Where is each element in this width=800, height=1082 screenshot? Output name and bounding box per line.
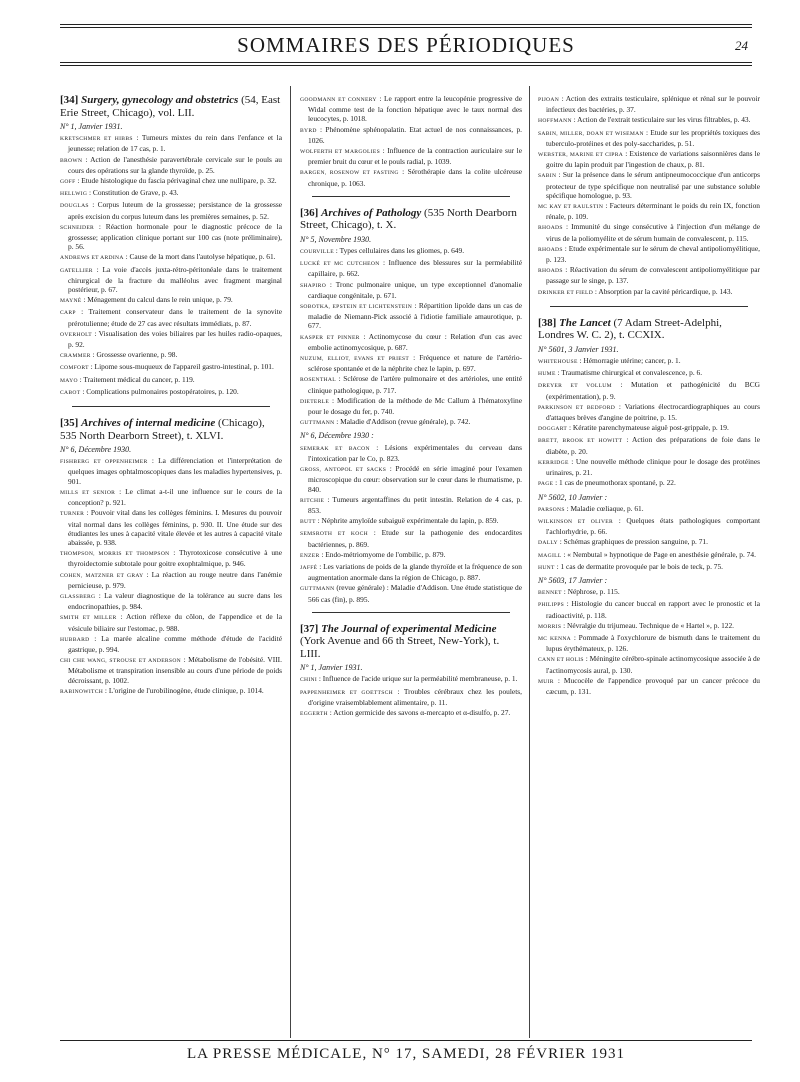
- article-title: : Complications pulmonaires postopératoires, p. 120.: [80, 386, 239, 396]
- article-title: : Réaction hormonale pour le diagnostic précoce de la grossesse; application clinique portant sur 100 cas (note préliminaire), p. 56.: [68, 221, 282, 252]
- article-entry: [300, 495, 522, 515]
- article-title: : Action de l'anesthésie paravertébrale cervicale sur le pouls au cours des opérations sur la glande thyroïde, p. 25.: [68, 154, 282, 175]
- article-title: : Etude expérimentale sur le sérum de cheval antipoliomyélitique, p. 123.: [546, 243, 760, 265]
- section-divider: [72, 406, 270, 407]
- article-entry: [538, 478, 760, 489]
- article-title: : Kératite parenchymateuse aiguë post-grippale, p. 19.: [567, 423, 729, 433]
- article-authors: KERRIDGE: [538, 459, 569, 466]
- article-entry: [538, 170, 760, 200]
- article-entry: [60, 188, 282, 199]
- article-title: : Action des préparations de foie dans le diabète, p. 20.: [546, 435, 760, 456]
- article-title: : Une nouvelle méthode clinique pour le dosage des protéines urinaires, p. 21.: [546, 456, 760, 478]
- article-entry: [538, 587, 760, 598]
- article-authors: SOBOTKA, EPSTEIN ET LICHTENSTEIN: [300, 304, 413, 311]
- article-title: : 1 cas de pneumothorax spontané, p. 22.: [553, 478, 676, 488]
- article-title: : Quelques états pathologiques comportant l'achlorhydrie, p. 66.: [546, 515, 760, 537]
- article-title: : Troubles cérébraux chez les poulets, d'origine vraisemblablement alimentaire, p. 11.: [308, 686, 522, 707]
- article-title: : Procédé en série imaginé pour l'examen microscopique du cœur: observation sur le cœur dans le rhumatisme, p. 840.: [308, 464, 523, 494]
- article-title: : Ménagement du calcul dans le rein unique, p. 79.: [81, 295, 233, 305]
- article-entry: [60, 570, 282, 590]
- article-authors: PHILIPPS: [538, 602, 565, 609]
- article-authors: BARGEN, ROSENOW ET FASTING: [300, 170, 399, 177]
- journal-section: [300, 94, 522, 188]
- issue-label: N° 5603, 17 Janvier :: [538, 575, 608, 585]
- issue-label: N° 1, Janvier 1931.: [60, 122, 123, 131]
- article-authors: SEMERAK ET BACON: [300, 445, 370, 452]
- article-entry: [60, 508, 282, 547]
- journal-name: Archives of Pathology: [321, 206, 422, 219]
- journal-details: (York Avenue and 66 th Street, New-York), t. LIII.: [300, 635, 500, 660]
- article-entry: [300, 516, 522, 527]
- article-title: : Actinomycose du cœur : Relation d'un cas avec embolie actinomycosique, p. 687.: [308, 331, 522, 352]
- article-authors: COHEN, MATZNER ET GRAY: [60, 572, 144, 579]
- article-entry: [60, 591, 282, 611]
- article-authors: RHOADS: [538, 268, 563, 275]
- article-title: : Hémorragie utérine; cancer, p. 1.: [577, 356, 681, 366]
- journal-section: [300, 207, 522, 604]
- article-authors: BENNET: [538, 590, 562, 597]
- article-title: : Tronc pulmonaire unique, un type exceptionnel d'anomalie cardiaque congénitale, p. 671.: [308, 279, 522, 300]
- article-authors: MC KENNA: [538, 635, 572, 642]
- article-entry: [300, 167, 522, 187]
- article-authors: SCHNEIDER: [60, 224, 95, 231]
- article-entry: [300, 246, 522, 257]
- article-authors: GUTTMANN: [300, 420, 335, 427]
- article-entry: [538, 504, 760, 515]
- article-authors: CANN ET HOLIS: [538, 657, 584, 664]
- header-bottom-rule: [60, 62, 752, 63]
- article-entry: [538, 244, 760, 264]
- article-entry: [300, 353, 522, 373]
- article-title: : Traitement conservateur dans le traitement de la synovite prérotulienne; étude de 27 cas avec résultats immédiats, p. 87.: [68, 307, 282, 328]
- journal-name: The Lancet: [559, 316, 611, 329]
- article-title: : 1 cas de dermatite provoquée par le bois de teck, p. 75.: [554, 561, 724, 571]
- article-entry: [538, 423, 760, 434]
- article-title: : Action germicide des savons α-mercapto et α-disulfo, p. 27.: [327, 708, 511, 718]
- article-title: : Variations électrocardiographiques au cours d'attaques brèves d'angine de poitrine, p. 15.: [546, 401, 761, 423]
- article-authors: PAGE: [538, 481, 554, 488]
- article-entry: [300, 583, 522, 603]
- article-entry: [60, 612, 282, 632]
- article-authors: RHOADS: [538, 225, 563, 232]
- article-title: : Existence de variations saisonnières dans le goitre du lapin produit par l'ingestion de chaux, p. 81.: [546, 149, 761, 170]
- article-authors: CRAMMER: [60, 353, 91, 360]
- article-authors: GUTTMANN: [300, 586, 335, 593]
- article-authors: ENZER: [300, 552, 320, 559]
- article-authors: LUCKÉ ET MC CUTCHEON: [300, 261, 380, 268]
- journal-number: [35]: [60, 417, 79, 430]
- article-title: : Histologie du cancer buccal en rapport avec le pronostic et la radioactivité, p. 118.: [546, 599, 760, 620]
- article-title: : Névralgie du trijumeau. Technique de « Hartel », p. 122.: [561, 620, 735, 630]
- article-authors: DIETERLE: [300, 398, 330, 405]
- article-authors: MILLS ET SENIOR: [60, 489, 116, 496]
- journal-number: [36]: [300, 206, 319, 219]
- article-entry: [538, 128, 760, 148]
- article-authors: TURNER: [60, 511, 85, 518]
- article-authors: PARKINSON ET BEDFORD: [538, 404, 616, 411]
- article-authors: GLASSBERG: [60, 593, 96, 600]
- article-authors: CARP: [60, 310, 76, 317]
- journal-heading: [300, 207, 522, 232]
- article-authors: WOLFERTH ET MARGOLIES: [300, 149, 381, 156]
- footer-rule: [60, 1040, 752, 1041]
- section-divider: [550, 306, 748, 307]
- article-authors: MAGILL: [538, 552, 562, 559]
- issue-label: N° 1, Janvier 1931.: [300, 663, 363, 673]
- journal-number: [34]: [60, 94, 79, 106]
- journal-details: (54, East Erie Street, Chicago), vol. LII.: [60, 94, 281, 119]
- article-title: : Constitution de Grave, p. 43.: [87, 188, 179, 198]
- article-entry: [538, 676, 760, 696]
- article-authors: BUTT: [300, 519, 316, 526]
- article-authors: RITCHIE: [300, 497, 325, 504]
- article-entry: [60, 350, 282, 361]
- article-entry: [60, 265, 282, 295]
- article-title: : Immunité du singe consécutive à l'injection d'un mélange de virus de la poliomyélite et de sérum humain de convalescent, p. 115.: [546, 222, 760, 243]
- issue-label: N° 6, Décembre 1930.: [60, 445, 132, 455]
- article-authors: DOGGART: [538, 426, 568, 433]
- footer-text: LA PRESSE MÉDICALE, N° 17, SAMEDI, 28 FÉVRIER 1931: [186, 1046, 626, 1062]
- article-entry: [300, 528, 522, 548]
- article-authors: ROSENTHAL: [300, 377, 336, 384]
- header-bottom-rule-double: [60, 65, 752, 66]
- article-title: : Absorption par la cavité péricardique, p. 143.: [593, 286, 733, 296]
- article-entry: [60, 375, 282, 386]
- article-title: : La réaction au rouge neutre dans l'anémie pernicieuse, p. 979.: [68, 569, 282, 590]
- journal-name: Archives of internal medicine: [81, 417, 216, 430]
- article-authors: BROWN: [60, 157, 83, 164]
- article-title: : Néphrite amyloïde subaiguë expérimentale du lapin, p. 859.: [315, 516, 499, 526]
- article-authors: WILKINSON ET OLIVER: [538, 518, 614, 525]
- journal-heading: [60, 94, 282, 119]
- journal-heading: [60, 417, 282, 442]
- article-title: : Action réflexe du côlon, de l'appendice et de la vésicule biliaire sur l'estomac, p. 988.: [68, 612, 282, 633]
- article-entry: [60, 686, 282, 697]
- article-authors: MC KAY ET RAULSTIN: [538, 204, 604, 211]
- article-entry: [538, 265, 760, 285]
- article-entry: [60, 655, 282, 685]
- article-title: : Action des extraits testiculaire, splénique et rénal sur le pouvoir infectieux des bactéries, p. 37.: [546, 94, 760, 115]
- journal-details: (Chicago), 535 North Dearborn Street), t. XLVI.: [60, 417, 265, 442]
- article-title: : Méningite cérébro-spinale actinomycosique associée à de l'actinomycosis aural, p. 130.: [546, 654, 761, 675]
- article-title: : Le climat a-t-il une influence sur le cours de la conception? p. 921.: [68, 486, 282, 508]
- column-3: [538, 86, 760, 702]
- article-authors: DREYER ET VOLLUM: [538, 383, 612, 390]
- article-entry: [300, 708, 522, 719]
- article-entry: [538, 633, 760, 653]
- article-authors: OVERHOLT: [60, 331, 93, 338]
- article-entry: [300, 146, 522, 166]
- journal-section: [300, 623, 522, 720]
- article-authors: GATELLIER: [60, 267, 93, 274]
- article-authors: CHINI: [300, 677, 318, 684]
- article-title: : Mucocèle de l'appendice provoqué par un cancer précoce du cæcum, p. 131.: [546, 675, 760, 696]
- journal-heading: [538, 317, 760, 342]
- journal-section: [538, 317, 760, 696]
- issue-label: N° 5601, 3 Janvier 1931.: [538, 344, 619, 354]
- article-authors: HUNT: [538, 564, 555, 571]
- article-entry: [538, 435, 760, 455]
- article-entry: [538, 368, 760, 379]
- article-title: : Maladie d'Addison (revue générale), p. 742.: [334, 417, 471, 427]
- article-entry: [538, 222, 760, 242]
- article-title: : Métabolisme de l'obésité. VIII. Métabolisme et transpiration insensible au cours d'une période de poids décroissant, p. 1002.: [68, 655, 282, 685]
- journal-section: [60, 417, 282, 697]
- article-authors: FISHBERG ET OPPENHEIMER: [60, 459, 148, 466]
- article-authors: KASPER ET PINNER: [300, 334, 360, 341]
- article-title: : La différenciation et l'interprétation de quelques images ophtalmoscopiques dans les maladies hypertensives, p. 901.: [68, 456, 282, 486]
- article-authors: MORRIS: [538, 623, 562, 630]
- article-authors: BRETT, BROOK ET HOWITT: [538, 438, 623, 445]
- article-authors: GROSS, ANTOPOL ET SACKS: [300, 467, 387, 474]
- journal-name: Surgery, gynecology and obstetrics: [81, 94, 239, 106]
- article-title: : Pouvoir vital dans les collèges féminins. I. Mesures du pouvoir vital normal dans les collèges féminins, p. 930. II. Une étude sur des étudiantes les unes à capacité vitale élevée et les autres à capacité vitale abaissée, p. 938.: [68, 508, 282, 547]
- article-authors: THOMPSON, MORRIS ET THOMPSON: [60, 551, 170, 558]
- article-title: : La marée alcaline comme méthode d'étude de l'acidité gastrique, p. 994.: [68, 633, 282, 654]
- article-authors: CABOT: [60, 389, 81, 396]
- article-entry: [538, 562, 760, 573]
- article-title: : Schémas graphiques de pression sanguine, p. 71.: [557, 537, 708, 547]
- article-authors: MAYO: [60, 377, 78, 384]
- journal-number: [38]: [538, 316, 557, 329]
- article-entry: [60, 329, 282, 349]
- article-entry: [300, 464, 522, 494]
- article-authors: HELLWIG: [60, 191, 88, 198]
- article-entry: [538, 537, 760, 548]
- article-authors: HOFFMANN: [538, 118, 572, 125]
- article-authors: GOFF: [60, 179, 76, 186]
- article-entry: [60, 155, 282, 175]
- section-divider: [312, 612, 510, 613]
- article-entry: [60, 176, 282, 187]
- column-1: [60, 86, 282, 703]
- article-authors: SEMSROTH ET KOCH: [300, 531, 368, 538]
- article-entry: [300, 674, 522, 685]
- column-divider: [529, 86, 530, 1038]
- article-authors: HUME: [538, 371, 556, 378]
- article-entry: [300, 301, 522, 331]
- article-title: : Cause de la mort dans l'autolyse hépatique, p. 61.: [123, 252, 276, 262]
- article-title: : Grossesse ovarienne, p. 98.: [90, 350, 178, 360]
- article-title: : Influence de l'acide urique sur la perméabilité membraneuse, p. 1.: [317, 674, 518, 684]
- article-entry: [538, 287, 760, 298]
- article-title: : Types cellulaires dans les gliomes, p. 649.: [333, 246, 465, 256]
- article-authors: HUBBARD: [60, 636, 90, 643]
- article-entry: [538, 599, 760, 619]
- article-entry: [300, 443, 522, 463]
- article-title: : Traumatisme chirurgical et convalescence, p. 6.: [555, 368, 703, 378]
- article-authors: GOODMANN ET CONNERY: [300, 97, 377, 103]
- article-title: : Le rapport entre la leucopénie progressive de Widal comme test de la fonction hépatique avec le taux normal des leucocytes, p. 1018.: [308, 94, 522, 124]
- article-entry: [60, 222, 282, 252]
- journal-number: [37]: [300, 622, 319, 635]
- article-entry: [60, 387, 282, 398]
- article-entry: [538, 356, 760, 367]
- article-entry: [60, 200, 282, 220]
- article-authors: RABINOWITCH: [60, 688, 104, 695]
- page-number: 24: [735, 38, 748, 53]
- journal-section: [538, 94, 760, 298]
- article-title: : Répartition lipoïde dans un cas de maladie de Niemann-Pick associé à l'idiotie familiale amaurotique, p. 677.: [308, 301, 522, 331]
- article-entry: [300, 125, 522, 145]
- article-title: : Endo-métriomyome de l'ombilic, p. 879.: [319, 549, 446, 559]
- article-title: : Néphrose, p. 115.: [561, 587, 620, 597]
- article-authors: MAYNÉ: [60, 298, 82, 305]
- article-entry: [538, 149, 760, 169]
- top-rule-double: [60, 27, 752, 28]
- article-title: (revue générale) : Maladie d'Addison. Une étude statistique de 566 cas (fin), p. 895.: [308, 583, 522, 604]
- article-title: : Phénomène sphénopalatin. Etat actuel de nos connaissances, p. 1026.: [308, 124, 522, 145]
- article-authors: COMFORT: [60, 365, 89, 372]
- article-authors: SABIN: [538, 173, 557, 180]
- journal-name: The Journal of experimental Medicine: [321, 622, 497, 635]
- article-entry: [538, 654, 760, 674]
- article-title: : Maladie cœliaque, p. 61.: [564, 503, 644, 513]
- article-authors: COURVILLE: [300, 249, 334, 256]
- section-divider: [312, 196, 510, 197]
- article-authors: DOUGLAS: [60, 203, 89, 210]
- article-authors: PIJOAN: [538, 97, 560, 103]
- article-title: : La voie d'accès juxta-rétro-péritonéale dans le traitement chirurgical de la fracture du malléolus avec fragment marginal postérieur, p. 67.: [68, 264, 282, 295]
- article-title: : Tumeurs argentaffines du petit intestin. Relation de 4 cas, p. 853.: [308, 494, 522, 515]
- article-entry: [60, 252, 282, 263]
- article-authors: EGGERTH: [300, 711, 328, 718]
- article-authors: PARSONS: [538, 506, 565, 513]
- article-entry: [60, 634, 282, 654]
- article-authors: WHITEHOUSE: [538, 359, 578, 366]
- article-title: : Corpus luteum de la grossesse; persistance de la grossesse après excision du corpus luteum dans les premières semaines, p. 52.: [68, 200, 282, 221]
- journal-section: [60, 94, 282, 398]
- article-authors: PAPPENHEIMER ET GOETTSCH: [300, 689, 393, 696]
- issue-label: N° 5602, 10 Janvier :: [538, 492, 608, 502]
- article-entry: [300, 332, 522, 352]
- article-authors: JAFFÉ: [300, 564, 318, 571]
- article-entry: [300, 374, 522, 394]
- article-title: : Pommade à l'oxychlorure de bismuth dans le traitement du lupus érythémateux, p. 126.: [546, 632, 760, 654]
- article-entry: [60, 295, 282, 306]
- article-authors: DALLY: [538, 540, 558, 547]
- article-title: : Sclérose de l'artère pulmonaire et des artérioles, une entité clinique pathologique, p. 717.: [308, 374, 522, 395]
- article-title: : Lipome sous-muqueux de l'appareil gastro-intestinal, p. 101.: [88, 362, 274, 372]
- article-entry: [300, 258, 522, 278]
- article-title: : Thyrotoxicose consécutive à une thyroidectomie subtotale pour goitre exophtalmique, p. 946.: [68, 548, 282, 569]
- article-entry: [60, 548, 282, 568]
- article-title: : Traitement médical du cancer, p. 119.: [77, 374, 195, 384]
- article-title: : Facteurs déterminant le poids du rein IX, fonction rénale, p. 109.: [546, 201, 760, 222]
- article-entry: [60, 487, 282, 507]
- article-title: : « Nembutal » hypnotique de Page en anesthésie générale, p. 74.: [561, 549, 756, 559]
- article-title: : Les variations de poids de la glande thyroïde et la fréquence de son augmentation anormale dans la région de Chicago, p. 887.: [308, 561, 522, 583]
- article-entry: [538, 115, 760, 126]
- article-authors: NUZUM, ELLIOT, EVANS ET PRIEST: [300, 356, 410, 363]
- article-authors: ANDREWS ET ARDINA: [60, 255, 124, 262]
- article-title: : Etude histologique du fascia périvaginal chez une nullipare, p. 32.: [75, 176, 277, 186]
- article-title: : Réactivation du sérum de convalescent antipoliomyélitique par passage sur le singe, p. 137.: [546, 265, 760, 286]
- article-title: : La valeur diagnostique de la tolérance au sucre dans les endocrinopathies, p. 984.: [68, 590, 282, 612]
- article-entry: [538, 516, 760, 536]
- top-rule: [60, 24, 752, 25]
- article-entry: [538, 457, 760, 477]
- article-title: : Action de l'extrait testiculaire sur les virus filtrables, p. 43.: [571, 115, 751, 125]
- article-title: : Influence de la contraction auriculaire sur le premier bruit du cœur et le pouls radial, p. 1039.: [308, 146, 522, 167]
- article-title: : Sur la présence dans le sérum antipneumococcique d'un anticorps protecteur de type spécifique non neutralisé par une substance soluble spécifique homologue, p. 93.: [546, 170, 760, 200]
- article-title: : Fréquence et nature de l'artério-sclérose spontanée et de la néphrite chez le lapin, p. 697.: [308, 353, 522, 374]
- article-authors: DRINKER ET FIELD: [538, 289, 594, 296]
- journal-details: (535 North Dearborn Street, Chicago), t. X.: [300, 206, 517, 232]
- article-title: : Etude sur la pathogenie des endocardites bactériennes, p. 869.: [308, 528, 522, 549]
- article-entry: [300, 550, 522, 561]
- article-entry: [538, 621, 760, 632]
- journal-details: (7 Adam Street-Adelphi, Londres W. C. 2), t. CCXIX.: [538, 316, 722, 342]
- article-title: : Mutation et pathogénicité du BCG (expérimentation), p. 9.: [546, 380, 760, 401]
- article-title: : Modification de la méthode de Mc Callum à l'hématoxyline pour le dosage du fer, p. 740.: [308, 395, 522, 417]
- article-authors: WEBSTER, MARINE ET CIPRA: [538, 152, 624, 159]
- article-entry: [538, 402, 760, 422]
- article-entry: [300, 687, 522, 707]
- article-title: : Sérothérapie dans la colite ulcéreuse chronique, p. 1063.: [308, 167, 523, 188]
- article-authors: SABIN, MILLER, DOAN ET WISEMAN: [538, 130, 644, 137]
- article-entry: [538, 201, 760, 221]
- article-entry: [300, 280, 522, 300]
- article-entry: [538, 94, 760, 114]
- article-authors: MUIR: [538, 678, 554, 685]
- article-entry: [538, 380, 760, 400]
- article-authors: BYRD: [300, 127, 317, 134]
- page-title: SOMMAIRES DES PÉRIODIQUES: [237, 33, 575, 57]
- article-authors: SMITH ET MILLER: [60, 615, 117, 622]
- article-title: : Influence des blessures sur la perméabilité capillaire, p. 662.: [308, 258, 523, 279]
- article-entry: [300, 562, 522, 582]
- article-entry: [60, 133, 282, 153]
- article-entry: [300, 417, 522, 428]
- article-title: : Visualisation des voies biliaires par les huiles radio-opaques, p. 92.: [68, 328, 282, 350]
- article-title: : L'origine de l'urobilinogène, étude clinique, p. 1014.: [103, 685, 264, 695]
- article-entry: [60, 456, 282, 486]
- article-entry: [300, 396, 522, 416]
- article-title: : Lésions expérimentales du cerveau dans l'intoxication par le Co, p. 823.: [308, 442, 523, 463]
- article-entry: [60, 307, 282, 327]
- column-2: [300, 86, 522, 725]
- journal-heading: [300, 623, 522, 661]
- article-title: : Etude sur les propriétés toxiques des tuberculo-protéines et des poly-saccharides, p. 51.: [546, 127, 760, 148]
- issue-label: N° 6, Décembre 1930 :: [300, 431, 374, 441]
- article-entry: [60, 362, 282, 373]
- article-entry: [300, 94, 522, 124]
- article-authors: SHAPIRO: [300, 282, 327, 289]
- article-authors: RHOADS: [538, 246, 563, 253]
- article-entry: [538, 550, 760, 561]
- column-divider: [290, 86, 291, 1038]
- article-authors: KRETSCHMER ET HIBBS: [60, 136, 133, 143]
- article-title: : Tumeurs mixtes du rein dans l'enfance et la jeunesse; relation de 17 cas, p. 1.: [68, 133, 282, 154]
- issue-label: N° 5, Novembre 1930.: [300, 234, 372, 244]
- article-authors: CHI CHE WANG, STROUSE ET ANDERSON: [60, 658, 182, 665]
